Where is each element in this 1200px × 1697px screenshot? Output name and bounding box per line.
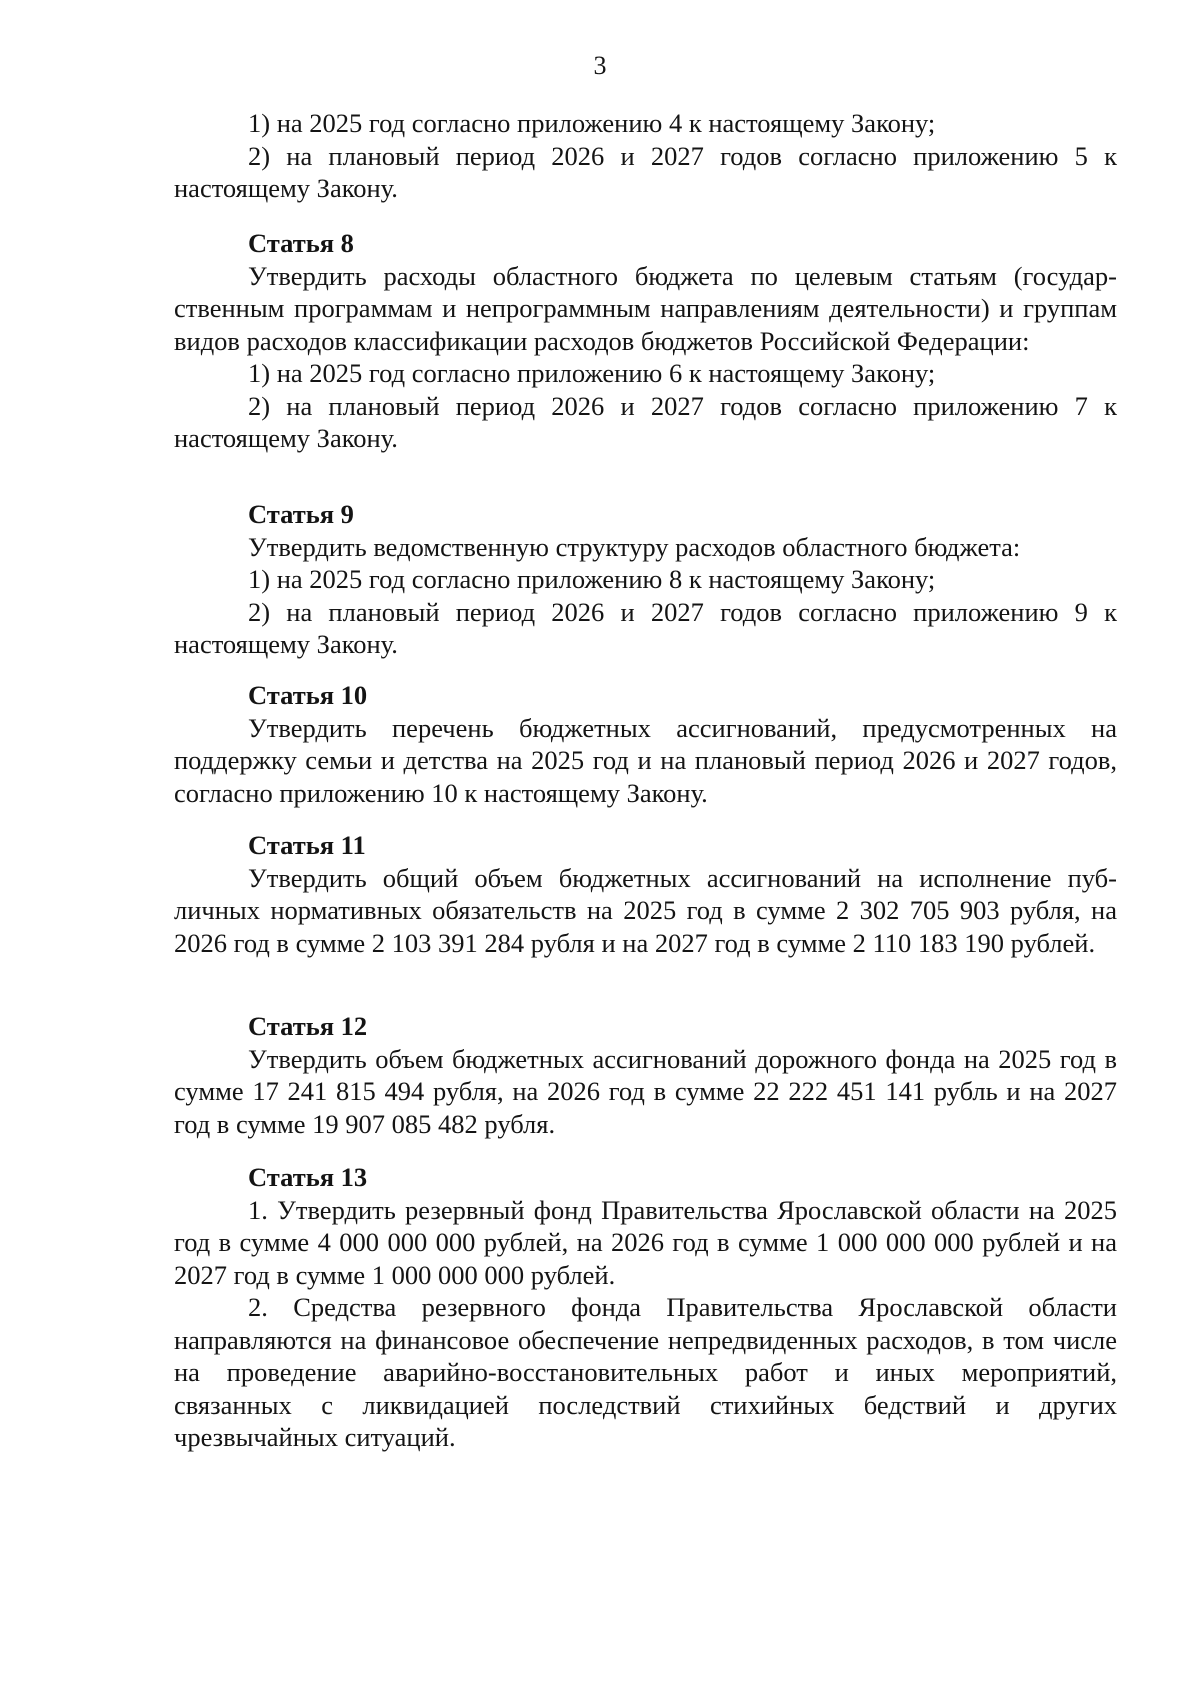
- intro-item-2: 2) на плановый период 2026 и 2027 годов согласно приложению 5 к настоящему Закону.: [174, 140, 1117, 203]
- article-8: [174, 227, 1117, 455]
- intro-item-1: 1) на 2025 год согласно приложению 4 к настоящему Закону;: [248, 108, 936, 138]
- article-8-item-1: 1) на 2025 год согласно приложению 6 к настоящему Закону;: [248, 358, 936, 388]
- article-heading: Статья 8: [248, 228, 354, 258]
- article-9-item-2: 2) на плановый период 2026 и 2027 годов согласно приложению 9 к настоящему Закону.: [174, 596, 1117, 659]
- article-13-item-1: 1. Утвердить резервный фонд Правительства Ярославской области на 2025 год в сумме 4 000 000 000 рублей, на 2026 год в сумме 1 000 000 000 рублей и на 2027 год в сумме 1 000 000 000 рублей.: [174, 1194, 1117, 1290]
- article-11-text: Утвердить общий объем бюджетных ассигнований на исполнение публичных нормативных обязательств на 2025 год в сумме 2 302 705 903 рубля, на 2026 год в сумме 2 103 391 284 рубля и на 2027 год в сумме 2 110 183 190 рублей.: [174, 862, 1117, 958]
- article-10: [174, 679, 1117, 809]
- article-13: [174, 1161, 1117, 1454]
- article-8-item-2: 2) на плановый период 2026 и 2027 годов согласно приложению 7 к настоящему Закону.: [174, 390, 1117, 453]
- article-11: [174, 829, 1117, 959]
- article-10-text: Утвердить перечень бюджетных ассигнований, предусмотренных на поддержку семьи и детства на 2025 год и на плановый период 2026 и 2027 годов, согласно приложению 10 к настоящему Закону.: [174, 712, 1117, 808]
- article-heading: Статья 10: [248, 680, 368, 710]
- article-13-item-2: 2. Средства резервного фонда Правительства Ярославской области направляются на финансовое обеспечение непредвиденных расходов, в том числе на проведение аварийно-восстановительных работ и иных мероприятий, связанных с ликвидацией последствий стихийных бедствий и других чрезвычайных ситуаций.: [174, 1292, 1117, 1452]
- article-9-lead: Утвердить ведомственную структуру расходов областного бюджета:: [248, 531, 1021, 562]
- article-9: [174, 498, 1117, 661]
- page-number: 3: [593, 51, 607, 80]
- intro-block: [174, 107, 1117, 205]
- article-heading: Статья 9: [248, 499, 354, 529]
- article-heading: Статья 11: [248, 830, 366, 860]
- article-9-item-1: 1) на 2025 год согласно приложению 8 к настоящему Закону;: [248, 564, 936, 594]
- article-12: [174, 1010, 1117, 1140]
- article-12-text: Утвердить объем бюджетных ассигнований дорожного фонда на 2025 год в сумме 17 241 815 494 рубля, на 2026 год в сумме 22 222 451 141 рубль и на 2027 год в сумме 19 907 085 482 рубля.: [174, 1043, 1117, 1139]
- article-8-lead: Утвердить расходы областного бюджета по целевым статьям (государственным программам и непрограммным направлениям деятельности) и группам видов расходов классификации расходов бюджетов Российской Федерации:: [174, 260, 1117, 356]
- article-heading: Статья 13: [248, 1162, 368, 1192]
- article-heading: Статья 12: [248, 1011, 368, 1041]
